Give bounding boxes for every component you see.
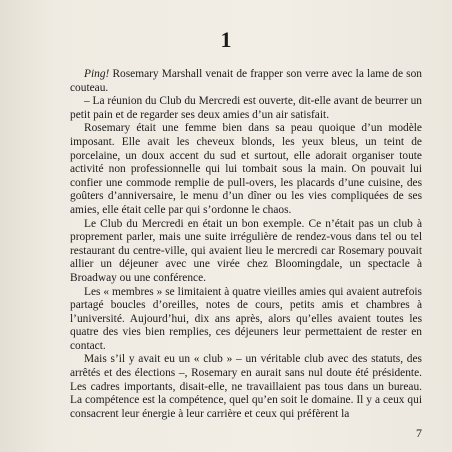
paragraph-text: Rosemary était une femme bien dans sa peau quoique d’un modèle imposant. Elle avait les cheveux blonds, les yeux bleus, un teint de porcelaine, un doux accent du sud et surtout, elle adorait organiser toute activité non professionnelle qui lui tombait sous la main. On pouvait lui confier une commode remplie de pull-overs, les placards d’une cuisine, des goûters d’anniversaire, le menu d’un dîner ou les vies compliquées de ses amies, elle était celle par qui s’ordonne le chaos. <box>70 122 422 216</box>
paragraph-lead: Ping! <box>84 68 110 80</box>
page-number: 7 <box>416 426 422 440</box>
paragraph-2 <box>70 95 422 122</box>
paragraph-text: Mais s’il y avait eu un « club » – un véritable club avec des statuts, des arrêtés et des élections –, Rosemary en aurait sans nul doute été présidente. Les cadres importants, disait-elle, ne travaillaient pas tous dans un bureau. La compétence est la compétence, quel qu’en soit le domaine. Il y a ceux qui consacrent leur énergie à leur carrière et ceux qui préfèrent la <box>70 353 422 420</box>
paragraph-text: Rosemary Marshall venait de frapper son verre avec la lame de son couteau. <box>70 68 422 94</box>
paragraph-4 <box>70 218 422 286</box>
body-text <box>70 68 422 421</box>
paragraph-1 <box>70 68 422 95</box>
paragraph-5 <box>70 286 422 354</box>
paragraph-text: Les « membres » se limitaient à quatre vieilles amies qui avaient autrefois partagé boucles d’oreilles, notes de cours, petits amis et chambres à l’université. Aujourd’hui, dix ans après, alors qu’elles avaient toutes les quatre des vies bien remplies, ces déjeuners leur permettaient de rester en contact. <box>70 285 422 352</box>
chapter-number: 1 <box>220 27 232 52</box>
paragraph-text: – La réunion du Club du Mercredi est ouverte, dit-elle avant de beurrer un petit pain et de regarder ses deux amies d’un air satisfait. <box>70 95 422 121</box>
paragraph-text: Le Club du Mercredi en était un bon exemple. Ce n’était pas un club à proprement parler, mais une suite irrégulière de rendez-vous dans tel ou tel restaurant du centre-ville, qui avaient lieu le mercredi car Rosemary pouvait allier un déjeuner avec une virée chez Bloomingdale, un spectacle à Broadway ou une conférence. <box>70 217 422 284</box>
paragraph-3 <box>70 122 422 217</box>
paragraph-6 <box>70 353 422 421</box>
